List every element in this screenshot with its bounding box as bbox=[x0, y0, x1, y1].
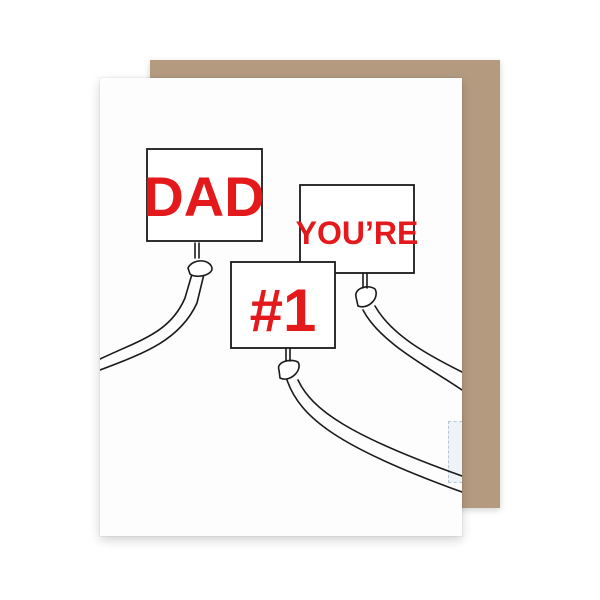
sign-number-one-text: #1 bbox=[249, 277, 317, 344]
sign-dad-text: DAD bbox=[143, 165, 265, 228]
arm-middle bbox=[279, 346, 462, 492]
arm-right bbox=[356, 274, 462, 390]
card-illustration bbox=[100, 78, 462, 536]
sign-youre bbox=[296, 185, 419, 273]
greeting-card bbox=[100, 78, 462, 536]
sign-dad bbox=[143, 149, 264, 241]
sign-youre-text: YOU’RE bbox=[295, 215, 419, 251]
sign-number-one bbox=[231, 262, 335, 348]
arm-left bbox=[100, 243, 212, 370]
